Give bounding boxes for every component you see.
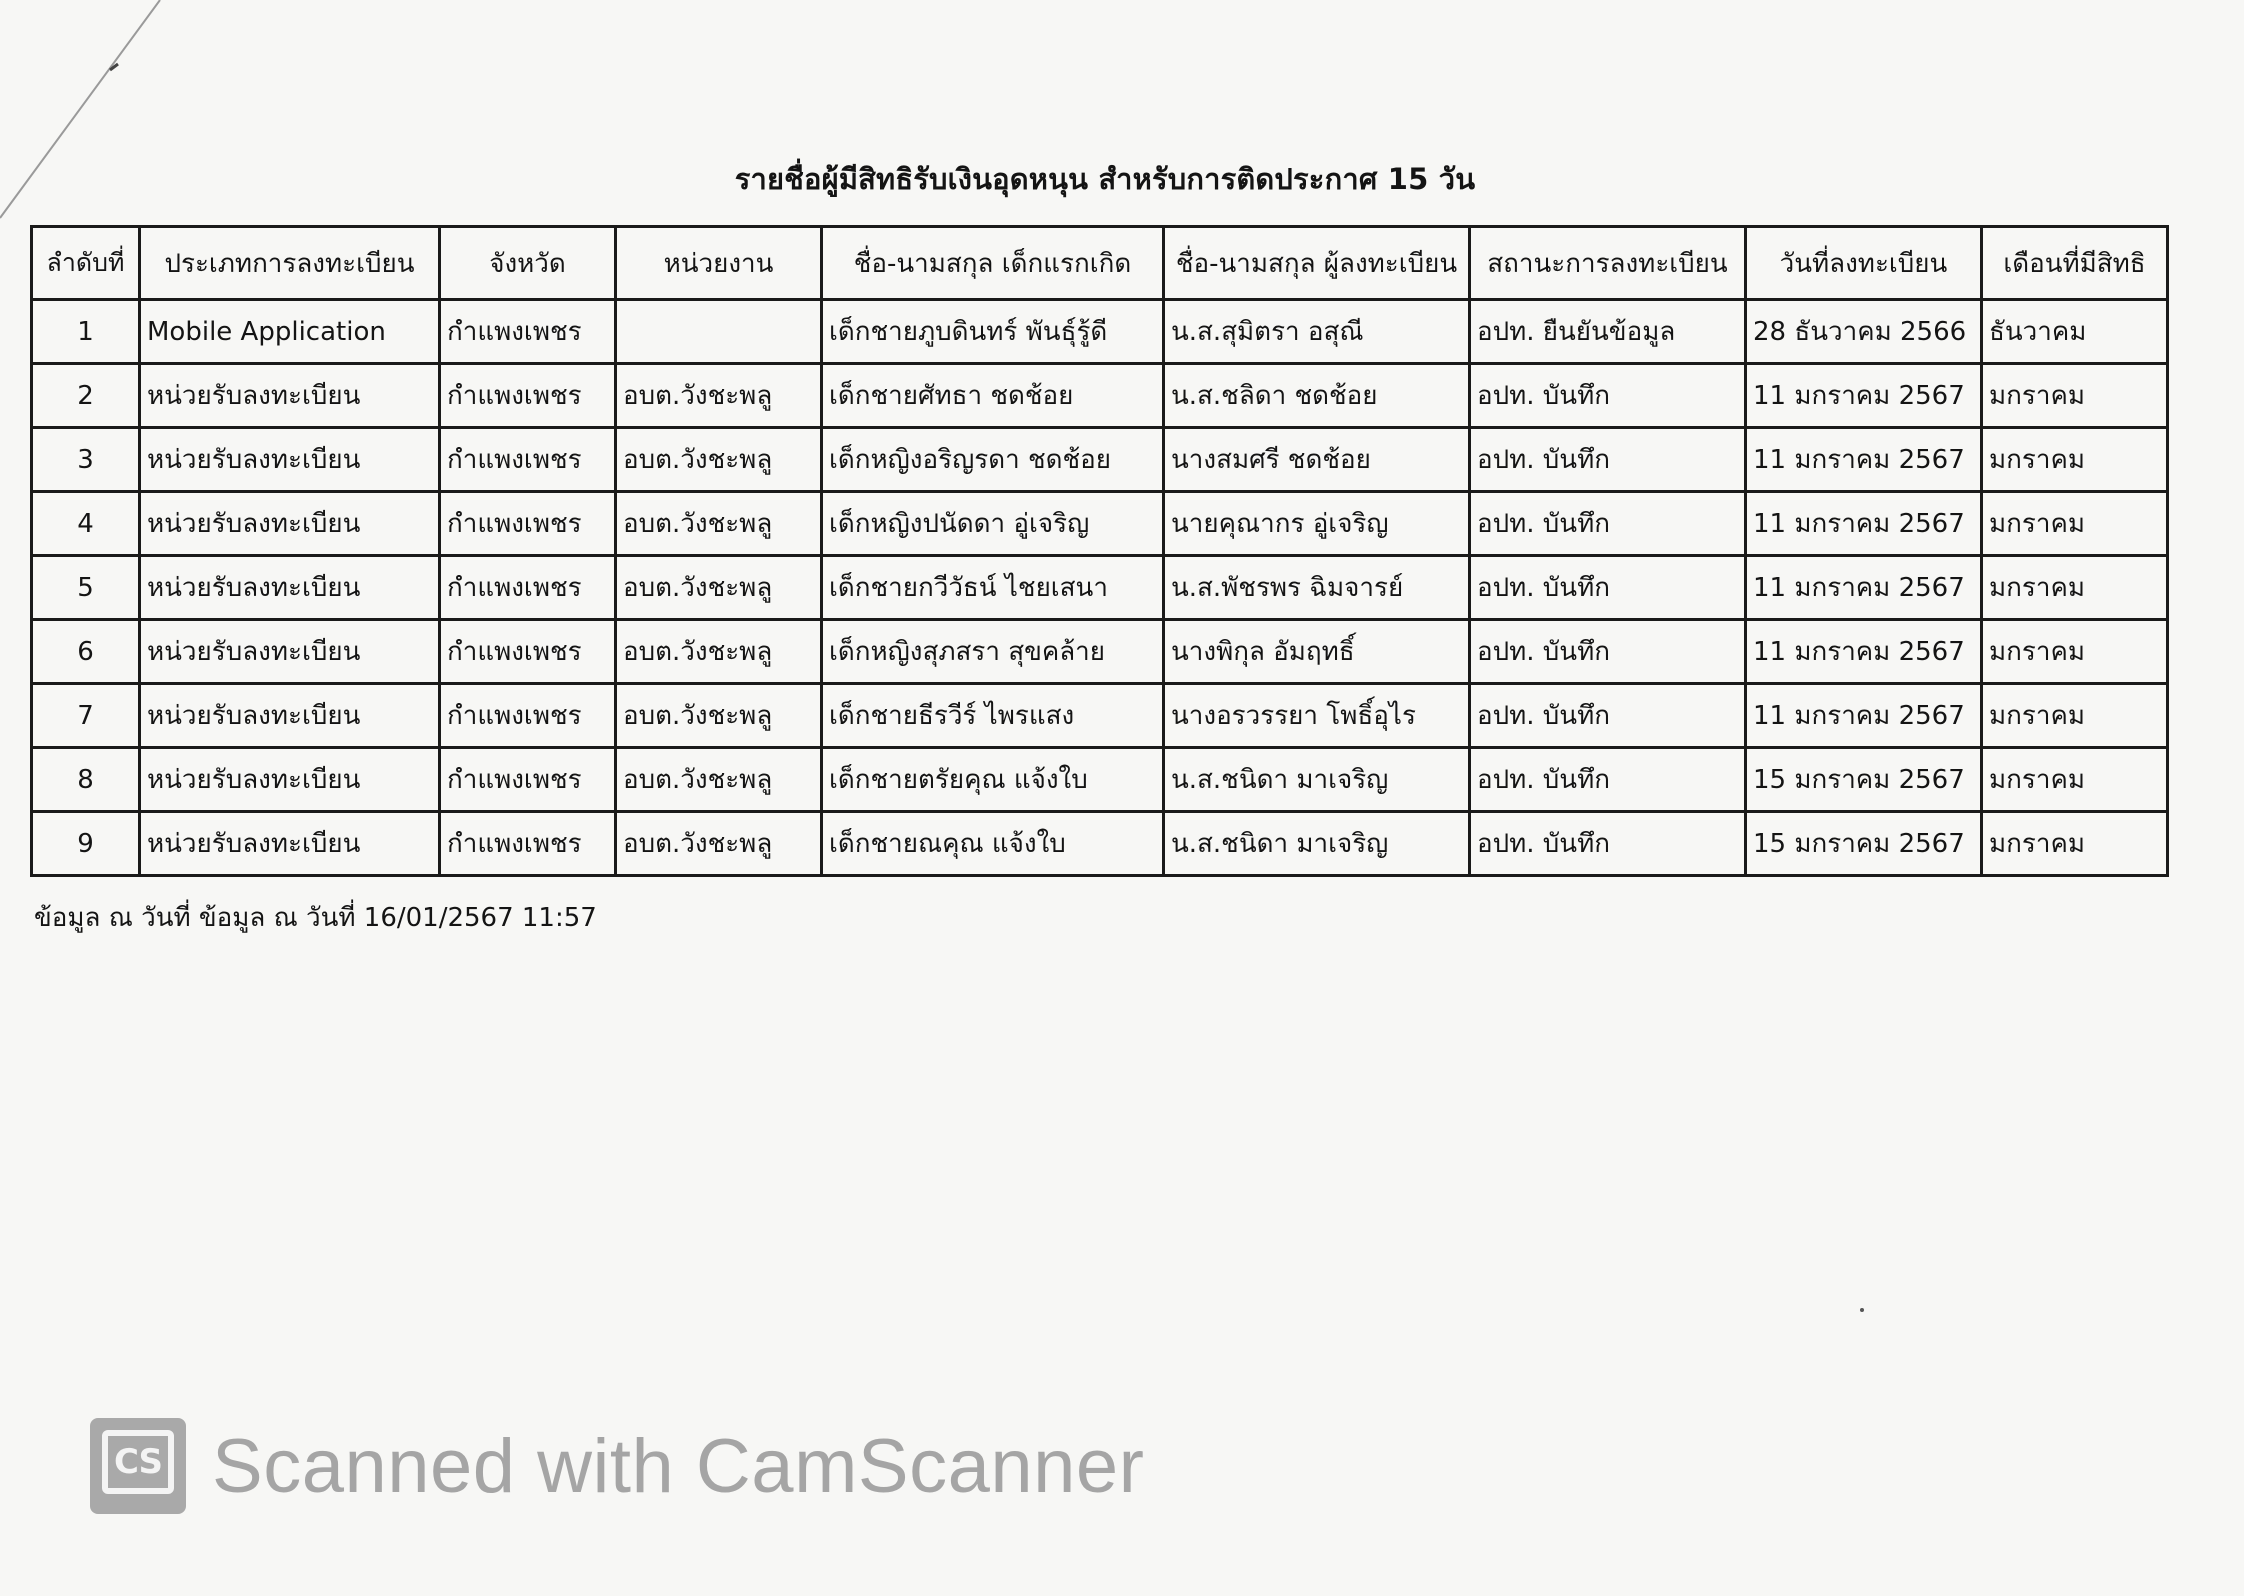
cell-agency: อบต.วังชะพลู xyxy=(616,684,822,748)
cell-province: กำแพงเพชร xyxy=(440,556,616,620)
cell-registrant-name: น.ส.ชนิดา มาเจริญ xyxy=(1164,748,1470,812)
cell-registration-status: อปท. บันทึก xyxy=(1470,812,1746,876)
column-header-eligible-month: เดือนที่มีสิทธิ xyxy=(1982,227,2168,300)
cell-province: กำแพงเพชร xyxy=(440,748,616,812)
camscanner-logo-text: CS xyxy=(102,1430,174,1494)
cell-registration-date: 15 มกราคม 2567 xyxy=(1746,812,1982,876)
cell-registration-status: อปท. บันทึก xyxy=(1470,620,1746,684)
column-header-order: ลำดับที่ xyxy=(32,227,140,300)
cell-order: 1 xyxy=(32,300,140,364)
cell-eligible-month: มกราคม xyxy=(1982,620,2168,684)
column-header-registration-date: วันที่ลงทะเบียน xyxy=(1746,227,1982,300)
camscanner-logo-icon xyxy=(90,1418,186,1514)
cell-registration-type: หน่วยรับลงทะเบียน xyxy=(140,364,440,428)
cell-eligible-month: มกราคม xyxy=(1982,812,2168,876)
cell-province: กำแพงเพชร xyxy=(440,620,616,684)
cell-registration-date: 15 มกราคม 2567 xyxy=(1746,748,1982,812)
cell-eligible-month: มกราคม xyxy=(1982,556,2168,620)
cell-registration-status: อปท. บันทึก xyxy=(1470,556,1746,620)
column-header-province: จังหวัด xyxy=(440,227,616,300)
cell-registrant-name: นางสมศรี ชดช้อย xyxy=(1164,428,1470,492)
table-row xyxy=(32,748,2168,812)
cell-order: 4 xyxy=(32,492,140,556)
table-body xyxy=(32,300,2168,876)
cell-registration-status: อปท. บันทึก xyxy=(1470,684,1746,748)
cell-registration-type: หน่วยรับลงทะเบียน xyxy=(140,812,440,876)
cell-registration-date: 11 มกราคม 2567 xyxy=(1746,364,1982,428)
cell-agency: อบต.วังชะพลู xyxy=(616,428,822,492)
cell-newborn-name: เด็กชายณคุณ แจ้งใบ xyxy=(822,812,1164,876)
table-row xyxy=(32,620,2168,684)
cell-agency: อบต.วังชะพลู xyxy=(616,364,822,428)
eligibility-table xyxy=(30,225,2169,877)
cell-order: 7 xyxy=(32,684,140,748)
cell-eligible-month: มกราคม xyxy=(1982,492,2168,556)
camscanner-watermark-text: Scanned with CamScanner xyxy=(212,1423,1145,1509)
cell-registration-type: หน่วยรับลงทะเบียน xyxy=(140,492,440,556)
cell-registration-date: 11 มกราคม 2567 xyxy=(1746,620,1982,684)
table-row xyxy=(32,556,2168,620)
cell-province: กำแพงเพชร xyxy=(440,812,616,876)
cell-order: 8 xyxy=(32,748,140,812)
cell-registrant-name: น.ส.ชลิดา ชดช้อย xyxy=(1164,364,1470,428)
document-title: รายชื่อผู้มีสิทธิรับเงินอุดหนุน สำหรับการติดประกาศ 15 วัน xyxy=(734,162,1476,196)
cell-registrant-name: นางพิกุล อัมฤทธิ์ xyxy=(1164,620,1470,684)
cell-registrant-name: น.ส.ชนิดา มาเจริญ xyxy=(1164,812,1470,876)
cell-newborn-name: เด็กหญิงปนัดดา อู่เจริญ xyxy=(822,492,1164,556)
cell-agency: อบต.วังชะพลู xyxy=(616,620,822,684)
cell-agency: อบต.วังชะพลู xyxy=(616,748,822,812)
cell-agency: อบต.วังชะพลู xyxy=(616,492,822,556)
cell-registration-type: หน่วยรับลงทะเบียน xyxy=(140,620,440,684)
cell-agency xyxy=(616,300,822,364)
cell-registration-type: Mobile Application xyxy=(140,300,440,364)
cell-registrant-name: นางอรวรรยา โพธิ์อุไร xyxy=(1164,684,1470,748)
cell-registration-date: 11 มกราคม 2567 xyxy=(1746,428,1982,492)
cell-newborn-name: เด็กชายตรัยคุณ แจ้งใบ xyxy=(822,748,1164,812)
data-timestamp-note: ข้อมูล ณ วันที่ ข้อมูล ณ วันที่ 16/01/2567 11:57 xyxy=(34,903,597,933)
cell-registration-date: 11 มกราคม 2567 xyxy=(1746,684,1982,748)
column-header-newborn-name: ชื่อ-นามสกุล เด็กแรกเกิด xyxy=(822,227,1164,300)
cell-order: 3 xyxy=(32,428,140,492)
cell-newborn-name: เด็กชายศัทธา ชดช้อย xyxy=(822,364,1164,428)
cell-province: กำแพงเพชร xyxy=(440,428,616,492)
cell-order: 6 xyxy=(32,620,140,684)
column-header-agency: หน่วยงาน xyxy=(616,227,822,300)
table-row xyxy=(32,492,2168,556)
column-header-registration-status: สถานะการลงทะเบียน xyxy=(1470,227,1746,300)
cell-province: กำแพงเพชร xyxy=(440,492,616,556)
cell-registration-status: อปท. บันทึก xyxy=(1470,748,1746,812)
cell-registration-date: 28 ธันวาคม 2566 xyxy=(1746,300,1982,364)
cell-registration-status: อปท. ยืนยันข้อมูล xyxy=(1470,300,1746,364)
cell-registration-status: อปท. บันทึก xyxy=(1470,364,1746,428)
table-row xyxy=(32,428,2168,492)
table-row xyxy=(32,300,2168,364)
cell-order: 5 xyxy=(32,556,140,620)
cell-registrant-name: น.ส.พัชรพร ฉิมจารย์ xyxy=(1164,556,1470,620)
cell-eligible-month: มกราคม xyxy=(1982,684,2168,748)
table-row xyxy=(32,684,2168,748)
cell-eligible-month: มกราคม xyxy=(1982,364,2168,428)
cell-registration-date: 11 มกราคม 2567 xyxy=(1746,492,1982,556)
scan-speck xyxy=(1860,1308,1864,1312)
cell-agency: อบต.วังชะพลู xyxy=(616,812,822,876)
cell-registrant-name: น.ส.สุมิตรา อสุณี xyxy=(1164,300,1470,364)
camscanner-watermark xyxy=(90,1418,1144,1514)
cell-registration-type: หน่วยรับลงทะเบียน xyxy=(140,684,440,748)
cell-registration-status: อปท. บันทึก xyxy=(1470,492,1746,556)
cell-province: กำแพงเพชร xyxy=(440,300,616,364)
cell-registration-type: หน่วยรับลงทะเบียน xyxy=(140,428,440,492)
cell-newborn-name: เด็กชายกวีวัธน์ ไชยเสนา xyxy=(822,556,1164,620)
cell-order: 9 xyxy=(32,812,140,876)
table-header-row xyxy=(32,227,2168,300)
cell-registration-type: หน่วยรับลงทะเบียน xyxy=(140,748,440,812)
cell-registration-type: หน่วยรับลงทะเบียน xyxy=(140,556,440,620)
cell-order: 2 xyxy=(32,364,140,428)
cell-newborn-name: เด็กชายภูบดินทร์ พันธุ์รู้ดี xyxy=(822,300,1164,364)
cell-eligible-month: มกราคม xyxy=(1982,748,2168,812)
cell-registration-status: อปท. บันทึก xyxy=(1470,428,1746,492)
cell-registrant-name: นายคุณากร อู่เจริญ xyxy=(1164,492,1470,556)
cell-newborn-name: เด็กหญิงอริญรดา ชดช้อย xyxy=(822,428,1164,492)
cell-newborn-name: เด็กชายธีรวีร์ ไพรแสง xyxy=(822,684,1164,748)
table-row xyxy=(32,364,2168,428)
cell-province: กำแพงเพชร xyxy=(440,684,616,748)
table-row xyxy=(32,812,2168,876)
cell-province: กำแพงเพชร xyxy=(440,364,616,428)
column-header-registration-type: ประเภทการลงทะเบียน xyxy=(140,227,440,300)
cell-newborn-name: เด็กหญิงสุภสรา สุขคล้าย xyxy=(822,620,1164,684)
cell-eligible-month: ธันวาคม xyxy=(1982,300,2168,364)
cell-eligible-month: มกราคม xyxy=(1982,428,2168,492)
cell-registration-date: 11 มกราคม 2567 xyxy=(1746,556,1982,620)
column-header-registrant-name: ชื่อ-นามสกุล ผู้ลงทะเบียน xyxy=(1164,227,1470,300)
cell-agency: อบต.วังชะพลู xyxy=(616,556,822,620)
